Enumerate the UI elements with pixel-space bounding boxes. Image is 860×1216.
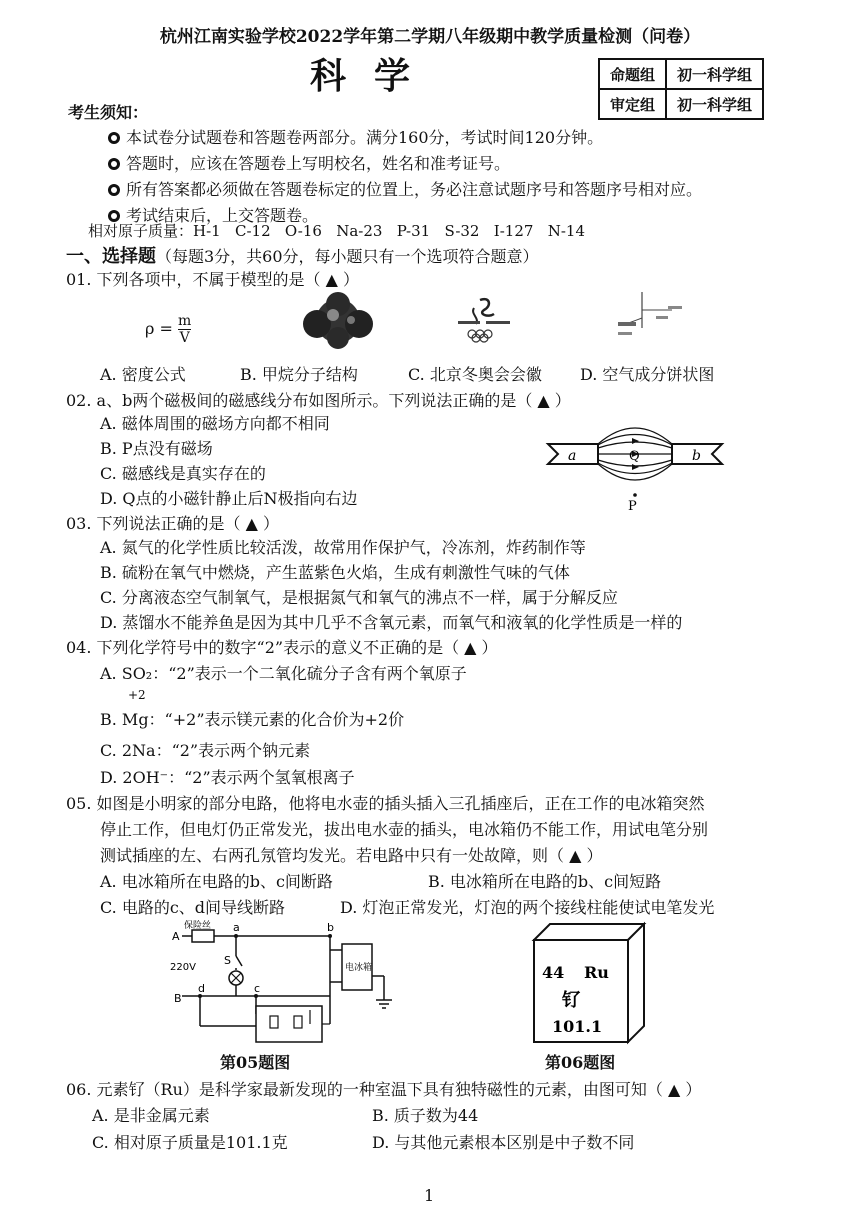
notice-item-text: 所有答案都必须做在答题卷标定的位置上，务必注意试题序号和答题序号相对应。 bbox=[126, 180, 703, 199]
subject-title: 科学 bbox=[310, 55, 439, 97]
q03-option: D. 蒸馏水不能养鱼是因为其中几乎不含氧元素，而氧气和液氧的化学性质是一样的 bbox=[100, 613, 683, 632]
q05-stem: 停止工作，但电灯仍正常发光，拔出电水壶的插头，电冰箱仍不能工作，用试电笔分别 bbox=[100, 820, 709, 839]
q05-option: D. 灯泡正常发光，灯泡的两个接线柱能使试电笔发光 bbox=[340, 898, 715, 917]
q03-stem: 03. 下列说法正确的是（ ▲ ） bbox=[66, 514, 280, 533]
fuse-label: 保险丝 bbox=[184, 921, 212, 931]
bullet-icon bbox=[108, 132, 120, 144]
notice-heading: 考生须知： bbox=[68, 103, 149, 122]
reviewer-table-key: 审定组 bbox=[599, 89, 666, 119]
notice-item-text: 答题时，应该在答题卷上写明校名，姓名和准考证号。 bbox=[126, 154, 511, 173]
page-number: 1 bbox=[424, 1186, 435, 1205]
element-name: 钌 bbox=[562, 990, 580, 1011]
bullet-icon bbox=[108, 184, 120, 196]
point-q-label: Q bbox=[629, 449, 640, 464]
atomic-mass: 101.1 bbox=[552, 1017, 603, 1036]
formula-fraction bbox=[178, 313, 191, 346]
q02-option: D. Q点的小磁针静止后N极指向右边 bbox=[100, 489, 358, 508]
q01-stem: 01. 下列各项中，不属于模型的是（ ▲ ） bbox=[66, 270, 360, 289]
q02-stem: 02. a、b两个磁极间的磁感线分布如图所示。下列说法正确的是（ ▲ ） bbox=[66, 391, 571, 410]
node-c-label: c bbox=[254, 982, 261, 995]
methane-model-image bbox=[293, 290, 383, 352]
element-symbol: Ru bbox=[584, 963, 609, 982]
valence-superscript: +2 bbox=[128, 688, 146, 702]
q06-figure-caption: 第06题图 bbox=[545, 1053, 616, 1072]
exam-title: 杭州江南实验学校2022学年第二学期八年级期中教学质量检测（问卷） bbox=[159, 27, 701, 47]
q05-stem: 05. 如图是小明家的部分电路，他将电水壶的插头插入三孔插座后，正在工作的电冰箱突然 bbox=[66, 794, 705, 813]
node-a-upper-label: A bbox=[172, 930, 180, 943]
point-p-label: P bbox=[628, 499, 637, 514]
fridge-label: 电冰箱 bbox=[345, 963, 373, 973]
magnet-a-label: a bbox=[568, 448, 577, 464]
q06-option: C. 相对原子质量是101.1克 bbox=[92, 1133, 288, 1152]
q06-stem: 06. 元素钌（Ru）是科学家最新发现的一种室温下具有独特磁性的元素，由图可知（ ▲ ） bbox=[66, 1080, 702, 1099]
notice-item-text: 考试结束后，上交答题卷。 bbox=[126, 206, 319, 225]
circuit-diagram bbox=[170, 920, 410, 1050]
atomic-number: 44 bbox=[542, 963, 565, 982]
q04-option: B. Mg：“+2”表示镁元素的化合价为+2价 bbox=[100, 710, 405, 729]
formula-denominator: V bbox=[179, 330, 190, 346]
magnet-b-label: b bbox=[692, 448, 701, 464]
q03-option: B. 硫粉在氧气中燃烧，产生蓝紫色火焰，生成有刺激性气味的气体 bbox=[100, 563, 570, 582]
node-a-label: a bbox=[233, 921, 240, 934]
q02-option: B. P点没有磁场 bbox=[100, 439, 213, 458]
q05-figure-caption: 第05题图 bbox=[220, 1053, 291, 1072]
reviewer-table-value: 初一科学组 bbox=[666, 89, 763, 119]
q04-option: D. 2OH⁻：“2”表示两个氢氧根离子 bbox=[100, 768, 355, 787]
q06-option: A. 是非金属元素 bbox=[92, 1106, 210, 1125]
author-table bbox=[598, 58, 764, 120]
notice-item bbox=[108, 151, 510, 174]
q05-option: C. 电路的c、d间导线断路 bbox=[100, 898, 286, 917]
author-table-key: 命题组 bbox=[599, 59, 666, 89]
q05-option: A. 电冰箱所在电路的b、c间断路 bbox=[100, 872, 333, 891]
magnetic-field-diagram bbox=[540, 418, 730, 514]
element-tile bbox=[528, 918, 648, 1048]
formula-numerator: m bbox=[178, 313, 192, 329]
q01-option: C. 北京冬奥会会徽 bbox=[408, 365, 542, 384]
q01-option: A. 密度公式 bbox=[100, 365, 186, 384]
switch-label: S bbox=[224, 954, 231, 967]
author-table-value: 初一科学组 bbox=[666, 59, 763, 89]
q06-option: D. 与其他元素根本区别是中子数不同 bbox=[372, 1133, 635, 1152]
density-formula bbox=[145, 313, 191, 346]
node-b-lower-label: B bbox=[174, 992, 182, 1005]
q02-option: A. 磁体周围的磁场方向都不相同 bbox=[100, 414, 330, 433]
notice-item bbox=[108, 177, 702, 200]
section-title: 一、选择题 bbox=[66, 246, 156, 267]
q06-option: B. 质子数为44 bbox=[372, 1106, 479, 1125]
node-d-label: d bbox=[198, 982, 205, 995]
q04-option: A. SO₂：“2”表示一个二氧化硫分子含有两个氧原子 bbox=[100, 664, 467, 683]
q01-option: D. 空气成分饼状图 bbox=[580, 365, 715, 384]
voltage-label: 220V bbox=[170, 962, 196, 973]
bullet-icon bbox=[108, 158, 120, 170]
formula-lhs: ρ = bbox=[145, 319, 173, 338]
notice-item bbox=[108, 125, 603, 148]
q03-option: A. 氮气的化学性质比较活泼，故常用作保护气，冷冻剂，炸药制作等 bbox=[100, 538, 586, 557]
q05-stem: 测试插座的左、右两孔氖管均发光。若电路中只有一处故障，则（ ▲ ） bbox=[100, 846, 603, 865]
q04-option: C. 2Na：“2”表示两个钠元素 bbox=[100, 741, 311, 760]
air-pie-chart-image bbox=[612, 288, 702, 346]
notice-item-text: 本试卷分试题卷和答题卷两部分。满分160分，考试时间120分钟。 bbox=[126, 128, 604, 147]
atomic-mass-line: 相对原子质量：H-1 C-12 O-16 Na-23 P-31 S-32 I-127 N-14 bbox=[88, 222, 585, 240]
node-b-label: b bbox=[327, 921, 334, 934]
q02-option: C. 磁感线是真实存在的 bbox=[100, 464, 266, 483]
q04-stem: 04. 下列化学符号中的数字“2”表示的意义不正确的是（ ▲ ） bbox=[66, 638, 498, 657]
section-heading bbox=[66, 242, 539, 268]
q01-option: B. 甲烷分子结构 bbox=[240, 365, 358, 384]
q05-option: B. 电冰箱所在电路的b、c间短路 bbox=[428, 872, 662, 891]
section-desc: （每题3分，共60分，每小题只有一个选项符合题意） bbox=[156, 247, 539, 266]
q03-option: C. 分离液态空气制氧气，是根据氮气和氧气的沸点不一样，属于分解反应 bbox=[100, 588, 618, 607]
olympic-emblem-image bbox=[450, 294, 520, 344]
